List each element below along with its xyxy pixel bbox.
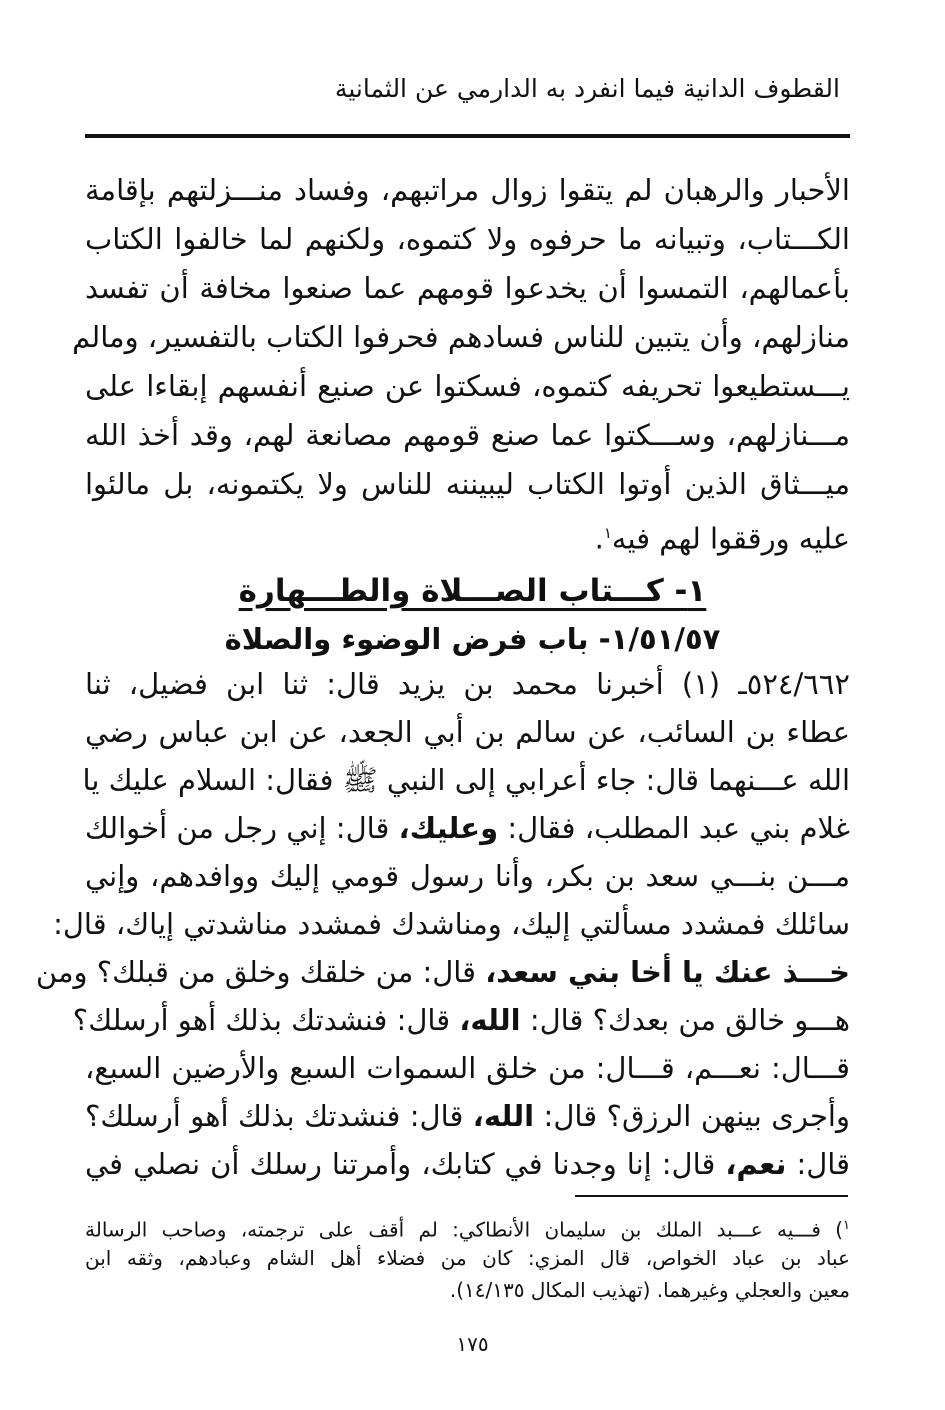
hadith-line: مـــن بنـــي سعد بن بكر، وأنا رسول قومي إليك ووافدهم، وإني (85, 859, 850, 893)
hadith-line: سائلك فمشدد مسألتي إليك، ومناشدك فمشدد مناشدتي إياك، قال: (53, 907, 850, 941)
hadith-text: أخبرنا محمد بن يزيد قال: ثنا ابن فضيل، ثنا (85, 667, 664, 701)
hadith-bold-text: الله، (459, 1003, 521, 1037)
hadith-line (85, 660, 850, 708)
section-title: ١/٥١/٥٧- باب فرض الوضوء والصلاة (224, 622, 721, 656)
chapter-title (0, 573, 945, 609)
hadith-text: هـــو خالق من بعدك؟ قال: (529, 1003, 850, 1037)
hadith-line (85, 804, 850, 852)
hadith-text: وأجرى بينهن الرزق؟ قال: (543, 1099, 850, 1133)
hadith-paragraph (35, 660, 851, 1188)
footnote-text: ) فـــيه عـــبد الملك بن سليمان الأنطاكي: لم أقف على ترجمته، وصاحب الرسالة (85, 1217, 844, 1242)
hadith-line (35, 948, 850, 996)
intro-line: بأعمالهم، التمسوا أن يخدعوا قومهم عما صنعوا مخافة أن تفسد (85, 271, 850, 305)
intro-line: منازلهم، وأن يتبين للناس فسادهم فحرفوا الكتاب بالتفسير، ومالم (72, 320, 850, 354)
hadith-text: قال: إني رجل من أخوالك (84, 811, 390, 845)
intro-last-punct: . (594, 521, 604, 556)
footnote-line (85, 1210, 850, 1242)
page-number: ١٧٥ (456, 1332, 489, 1356)
footnote-line: معين والعجلي وغيرهما. (تهذيب المكال ١٤/١٣٥). (449, 1278, 850, 1302)
hadith-bold-text: خـــذ عنك يا أخا بني سعد، (485, 955, 850, 989)
hadith-text: غلام بني عبد المطلب، فقال: (507, 811, 850, 845)
hadith-bold-text: نعم، (725, 1147, 787, 1181)
hadith-text: قال: إنا وجدنا في كتابك، وأمرتنا رسلك أن نصلي في (85, 1147, 716, 1181)
footnote-divider (575, 1195, 848, 1197)
intro-line: ميـــثاق الذين أوتوا الكتاب ليبيننه للناس ولا يكتمونه، بل مالئوا (85, 467, 850, 501)
intro-line: مـــنازلهم، وســـكتوا عما صنع قومهم مصانعة لهم، وقد أخذ الله (85, 418, 850, 452)
hadith-bold-text: وعليك، (398, 811, 499, 845)
footnote-line: عباد بن عباد الخواص، قال المزي: كان من فضلاء أهل الشام وعبادهم، وثقه ابن (85, 1246, 850, 1270)
intro-line: الكـــتاب، وتبيانه ما حرفوه ولا كتموه، ولكنهم لما خالفوا الكتاب (85, 222, 850, 256)
footnote-marker: ١ (843, 1218, 850, 1233)
hadith-text: قال: فنشدتك بذلك أهو أرسلك؟ (85, 1099, 464, 1133)
hadith-number: ٥٢٤/٦٦٢ـ (738, 667, 851, 701)
hadith-text: قال: من خلقك وخلق من قبلك؟ ومن (35, 955, 477, 989)
hadith-line: قـــال: نعـــم، قـــال: من خلق السموات السبع والأرضين السبع، (85, 1051, 850, 1085)
intro-last-text: عليه ورققوا لهم فيه (611, 521, 850, 556)
hadith-ref: (١) (681, 667, 721, 701)
hadith-bold-text: الله، (472, 1099, 535, 1133)
intro-last-line (85, 509, 850, 558)
hadith-text: قال: (796, 1147, 851, 1181)
intro-line: يـــستطيعوا تحريفه كتموه، فسكتوا عن صنيع أنفسهم إبقاءا على (85, 369, 850, 403)
footnotes (85, 1210, 850, 1306)
hadith-line (85, 1140, 850, 1188)
chapter-title-text: ١- كـــتاب الصـــلاة والطـــهارة (238, 573, 707, 609)
hadith-line (72, 996, 850, 1044)
hadith-line (85, 1092, 850, 1140)
intro-paragraph (72, 166, 850, 558)
hadith-line: عطاء بن السائب، عن سالم بن أبي الجعد، عن ابن عباس رضي (85, 715, 850, 749)
hadith-line: الله عـــنهما قال: جاء أعرابي إلى النبي ﷺ فقال: السلام عليك يا (82, 763, 850, 797)
hadith-text: قال: فنشدتك بذلك أهو أرسلك؟ (72, 1003, 451, 1037)
intro-line: الأحبار والرهبان لم يتقوا زوال مراتبهم، وفساد منـــزلتهم بإقامة (85, 173, 850, 207)
footnote-reference[interactable]: ١ (603, 524, 612, 542)
header-divider (85, 134, 850, 138)
running-title: القطوف الدانية فيما انفرد به الدارمي عن الثمانية (334, 74, 840, 103)
